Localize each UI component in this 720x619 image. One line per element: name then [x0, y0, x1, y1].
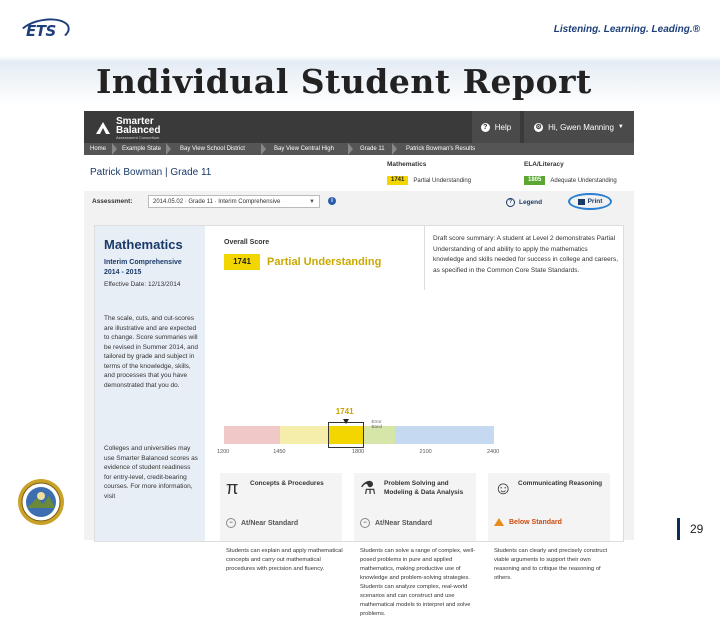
overall-score-label: Overall Score	[224, 239, 270, 246]
logo-word-smarter: Smarter	[116, 116, 154, 127]
breadcrumb-state[interactable]: Example State	[122, 146, 162, 152]
claim-description: Students can explain and apply mathematical concepts and carry out mathematical procedures with precision and fluency.	[226, 548, 343, 572]
logo-subtitle: Assessment Consortium	[116, 135, 160, 140]
claim-status	[360, 518, 432, 528]
effective-date: Effective Date: 12/13/2014	[104, 281, 181, 288]
math-summary[interactable]	[387, 161, 471, 185]
print-label: Print	[587, 198, 603, 205]
help-icon: ?	[481, 123, 490, 132]
divider	[424, 226, 425, 290]
gear-icon: ⚙	[535, 124, 542, 131]
claim-communicating-reasoning[interactable]	[488, 473, 610, 541]
breadcrumb-grade[interactable]: Grade 11	[360, 146, 385, 152]
assessment-name: Interim Comprehensive 2014 - 2015	[104, 259, 182, 276]
math-summary-subject: Mathematics	[387, 161, 427, 168]
assessment-bar	[84, 191, 634, 213]
scale-disclaimer: The scale, cuts, and cut-scores are illustrative and are expected to change. Score summaries will be revised in Summer 2014, and tailored by grade and subject in terms of the knowledge, skills, and processes that you have demonstrated that you do.	[104, 315, 198, 389]
report-subject: Mathematics	[104, 237, 183, 252]
level-1-band	[224, 426, 280, 444]
claim-problem-solving[interactable]	[354, 473, 476, 541]
near-standard-icon: −	[360, 518, 370, 528]
report-sidebar	[95, 226, 205, 541]
claim-status	[494, 518, 562, 526]
scale-tick: 1200	[217, 449, 230, 455]
claim-concepts-procedures[interactable]	[220, 473, 342, 541]
ela-summary[interactable]	[524, 161, 617, 185]
colleges-note: Colleges and universities may use Smarter Balanced scores as evidence of student readiness for entry-level, credit-bearing courses. For more information, visit	[104, 445, 198, 500]
info-icon[interactable]: i	[328, 197, 336, 205]
math-summary-level: Partial Understanding	[413, 177, 472, 184]
level-4-band	[395, 426, 494, 444]
help-label: Help	[494, 122, 512, 132]
breadcrumb-separator	[348, 143, 353, 155]
student-header	[84, 155, 634, 192]
scale-tick: 1800	[352, 449, 365, 455]
user-greeting: Hi, Gwen Manning	[548, 122, 614, 132]
scale-tick: 1450	[273, 449, 286, 455]
legend-icon: ?	[506, 198, 515, 207]
scale-score-label: 1741	[335, 407, 354, 416]
beaker-icon: ⚗	[360, 478, 377, 498]
student-title: Patrick Bowman | Grade 11	[90, 167, 212, 178]
pi-icon: π	[226, 478, 239, 498]
page-number: 29	[690, 522, 704, 536]
error-band-box	[328, 422, 364, 448]
assessment-select-value: 2014.05.02 · Grade 11 · Interim Comprehensive	[153, 199, 281, 205]
breadcrumb-separator	[261, 143, 266, 155]
breadcrumb-home[interactable]: Home	[90, 146, 107, 152]
smarter-balanced-mark-icon	[94, 118, 112, 136]
legend-label: Legend	[519, 199, 543, 206]
score-marker-icon	[343, 419, 349, 424]
claim-status-label: At/Near Standard	[375, 519, 433, 527]
claim-status-label: Below Standard	[509, 518, 562, 526]
chevron-down-icon: ▼	[617, 124, 624, 130]
breadcrumb-district[interactable]: Bay View School District	[180, 146, 245, 152]
ela-summary-subject: ELA/Literacy	[524, 161, 564, 168]
ets-logo	[18, 18, 70, 44]
near-standard-icon: −	[226, 518, 236, 528]
scale-tick: 2400	[487, 449, 500, 455]
logo-word-balanced: Balanced	[116, 125, 161, 136]
help-button[interactable]	[472, 111, 520, 143]
app-header	[84, 111, 634, 143]
printer-icon	[578, 199, 585, 205]
ets-logo-text: ETS	[26, 22, 56, 40]
math-summary-score: 1741	[387, 176, 408, 185]
claim-status	[226, 518, 298, 528]
breadcrumb	[84, 143, 634, 155]
page-number-rule	[677, 518, 680, 540]
claim-description: Students can solve a range of complex, well-posed problems in pure and applied mathematics, making productive use of knowledge and problem-solving strategies. Students can analyze complex, real-world scenarios and can construct and use mathematical models to interpret and solve problems.	[360, 548, 476, 617]
breadcrumb-school[interactable]: Bay View Central High	[274, 146, 334, 152]
breadcrumb-separator	[392, 143, 397, 155]
claim-status-label: At/Near Standard	[241, 519, 299, 527]
legend-button[interactable]	[506, 198, 542, 207]
smarter-balanced-logo[interactable]	[94, 116, 174, 140]
state-seal-icon	[17, 478, 65, 526]
warning-icon	[494, 518, 504, 526]
assessment-label: Assessment:	[92, 198, 133, 205]
overall-score: 1741	[224, 254, 260, 270]
people-icon: ☺	[494, 478, 513, 498]
claim-title: Communicating Reasoning	[518, 480, 603, 487]
draft-score-summary: Draft score summary: A student at Level 2 demonstrates Partial Understanding of and ability to apply the mathematics knowledge and skills needed for success in college and careers, as specified in the Common Core State Standards.	[433, 235, 618, 274]
claim-title: Problem Solving and Modeling & Data Analysis	[384, 480, 464, 496]
slide-title: Individual Student Report	[96, 62, 592, 101]
claim-description: Students can clearly and precisely construct viable arguments to support their own reasoning and to critique the reasoning of others.	[494, 548, 608, 581]
claim-title: Concepts & Procedures	[250, 480, 324, 487]
chevron-down-icon: ▼	[309, 199, 315, 205]
overall-level: Partial Understanding	[267, 256, 382, 268]
scale-tick: 2100	[419, 449, 432, 455]
user-menu[interactable]	[524, 111, 634, 143]
breadcrumb-separator	[166, 143, 171, 155]
ela-summary-level: Adequate Understanding	[550, 177, 617, 184]
breadcrumb-student: Patrick Bowman's Results	[406, 146, 476, 152]
assessment-select[interactable]	[148, 195, 320, 208]
score-report-panel	[94, 225, 624, 617]
error-band-label: Error Band	[371, 419, 383, 429]
ets-tagline: Listening. Learning. Leading.®	[553, 24, 700, 35]
report-screenshot	[84, 111, 634, 617]
breadcrumb-separator	[112, 143, 117, 155]
print-button[interactable]	[568, 193, 612, 210]
ela-summary-score: 1805	[524, 176, 545, 185]
